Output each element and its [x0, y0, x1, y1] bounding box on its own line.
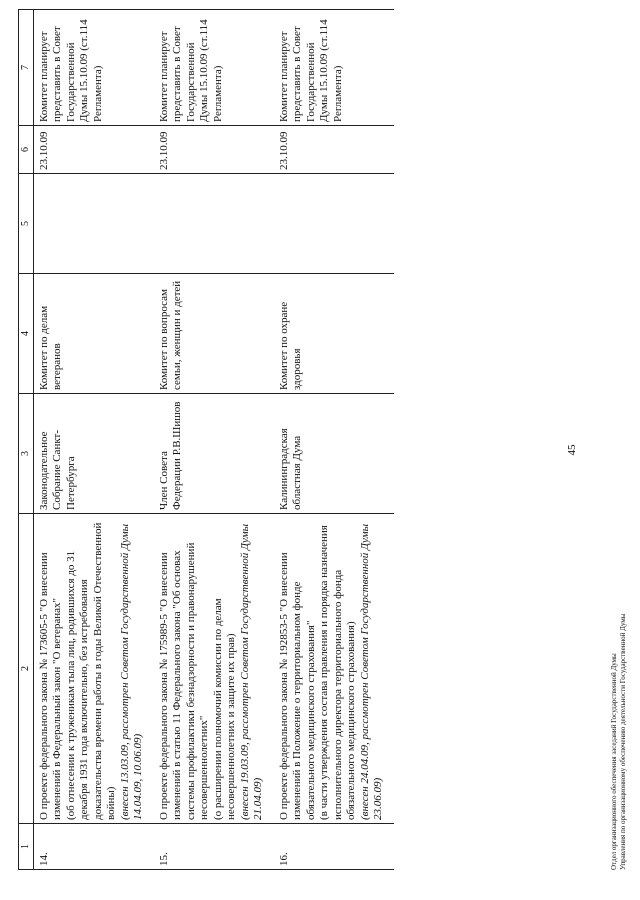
column-header-2: 2: [19, 514, 34, 824]
bill-detail: (о расширении полномочий комиссии по делам несовершеннолетних и защите их прав): [211, 598, 237, 820]
date: 23.10.09: [274, 126, 394, 174]
table-row: [154, 10, 274, 870]
initiator: Калининградская областная Дума: [274, 394, 394, 514]
row-number: 15.: [154, 824, 274, 870]
status: Комитет планирует представить в Совет Государственной Думы 15.10.09 (ст.114 Регламента): [274, 10, 394, 126]
column-header-5: 5: [19, 174, 34, 274]
initiator: Законодательное Собрание Санкт-Петербурга: [33, 394, 154, 514]
column-header-4: 4: [19, 274, 34, 394]
date: 23.10.09: [154, 126, 274, 174]
bill-note: (внесен 19.03.09, рассмотрен Советом Государственной Думы 21.04.09): [238, 523, 264, 820]
committee: Комитет по вопросам семьи, женщин и детей: [154, 274, 274, 394]
rotated-page: [10, 10, 630, 890]
bill-title: О проекте федерального закона № 192853-5 "О внесении изменений в Положение о территориальном фонде обязательного медицинского страхования": [277, 552, 317, 820]
footer: [610, 614, 628, 870]
bill-note: (внесен 13.03.09, рассмотрен Советом Государственной Думы 14.04.09, 10.06.09): [118, 523, 144, 820]
column-header-7: 7: [19, 10, 34, 126]
bill-description: [274, 514, 394, 824]
footer-line-2: Управления по организационному обеспечению деятельности Государственной Думы: [619, 613, 627, 870]
committee: Комитет по делам ветеранов: [33, 274, 154, 394]
column-5-cell: [154, 174, 274, 274]
column-5-cell: [33, 174, 154, 274]
bill-description: [33, 514, 154, 824]
page-number: 45: [566, 444, 578, 456]
table-row: [33, 10, 154, 870]
column-header-1: 1: [19, 824, 34, 870]
bill-note: (внесен 24.04.09, рассмотрен Советом Государственной Думы 23.06.09): [358, 523, 384, 820]
date: 23.10.09: [33, 126, 154, 174]
initiator: Член Совета Федерации Р.В.Шишов: [154, 394, 274, 514]
bill-detail: (в части утверждения состава правления и порядка назначения исполнительного директора территориального фонда обязательного медицинского страхования): [318, 525, 357, 820]
agenda-table: [18, 9, 394, 870]
bill-description: [154, 514, 274, 824]
column-header-3: 3: [19, 394, 34, 514]
footer-line-1: Отдел организационного обеспечения заседаний Государственной Думы: [610, 653, 618, 870]
bill-detail: (об отнесении к труженикам тыла лиц, родившихся до 31 декабря 1931 года включительно, без истребования доказательства времени работы в годы Великой Отечественной войны): [64, 522, 117, 820]
status: Комитет планирует представить в Совет Государственной Думы 15.10.09 (ст.114 Регламента): [33, 10, 154, 126]
bill-title: О проекте федерального закона № 175989-5 "О внесении изменений в статью 11 Федерального закона "Об основах системы профилактики безнадзорности и правонарушений несовершеннолетних": [157, 542, 210, 820]
row-number: 16.: [274, 824, 394, 870]
table-row: [274, 10, 394, 870]
column-number-row: [19, 10, 34, 870]
column-header-6: 6: [19, 126, 34, 174]
committee: Комитет по охране здоровья: [274, 274, 394, 394]
row-number: 14.: [33, 824, 154, 870]
status: Комитет планирует представить в Совет Государственной Думы 15.10.09 (ст.114 Регламента): [154, 10, 274, 126]
bill-title: О проекте федерального закона № 173605-5 "О внесении изменений в Федеральный закон "О ветеранах": [37, 552, 63, 820]
column-5-cell: [274, 174, 394, 274]
